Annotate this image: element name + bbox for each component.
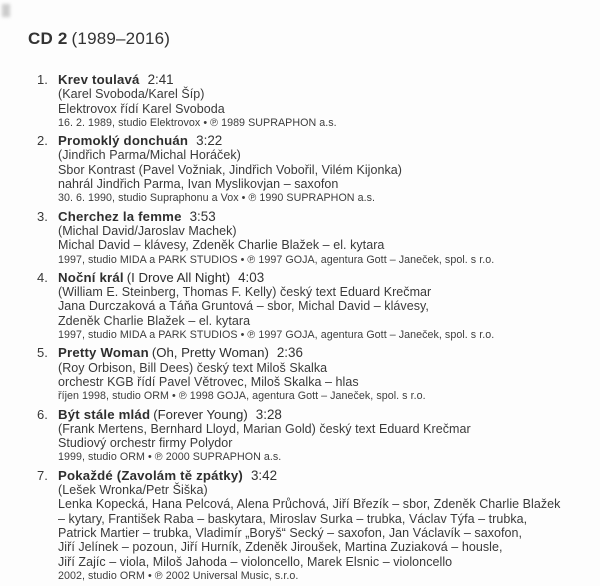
track-duration: 2:41 bbox=[147, 72, 174, 87]
track-recording-info: 30. 6. 1990, studio Supraphonu a Vox • ℗ 1990 SUPRAPHON a.s. bbox=[58, 192, 376, 205]
cd-label: CD 2 bbox=[28, 29, 68, 48]
track-number: 6. bbox=[37, 406, 48, 422]
track-item-3 bbox=[28, 210, 594, 267]
track-number: 3. bbox=[37, 208, 48, 224]
track-title: Pretty Woman bbox=[58, 345, 149, 361]
track-item-4 bbox=[28, 271, 594, 342]
track-recording-info: 16. 2. 1989, studio Elektrovox • ℗ 1989 SUPRAPHON a.s. bbox=[58, 116, 337, 129]
track-credit: Zdeněk Charlie Blažek – el. kytara bbox=[58, 313, 251, 328]
track-credit: Jiří Jelínek – pozoun, Jiří Hurník, Zdeněk Jiroušek, Martina Zuziaková – housle, bbox=[58, 540, 503, 555]
track-credit: Jana Durczaková a Táňa Gruntová – sbor, Michal David – klávesy, bbox=[58, 299, 429, 314]
track-number: 5. bbox=[37, 345, 48, 361]
track-title-line bbox=[58, 210, 594, 224]
track-credit: (Frank Mertens, Bernhard Lloyd, Marian Gold) český text Eduard Krečmar bbox=[58, 421, 471, 436]
track-recording-info: říjen 1998, studio ORM • ℗ 1998 GOJA, agentura Gott – Janeček, spol. s r.o. bbox=[58, 390, 426, 403]
track-item-1 bbox=[28, 73, 594, 130]
track-number: 4. bbox=[37, 269, 48, 285]
track-duration: 2:36 bbox=[276, 345, 303, 361]
track-credit: Studiový orchestr firmy Polydor bbox=[58, 436, 233, 451]
track-item-6 bbox=[28, 408, 594, 465]
track-credit: (Lešek Wronka/Petr Šiška) bbox=[58, 483, 208, 498]
track-credit: (William E. Steinberg, Thomas F. Kelly) český text Eduard Krečmar bbox=[58, 285, 432, 300]
track-recording-info: 1997, studio MIDA a PARK STUDIOS • ℗ 1997 GOJA, agentura Gott – Janeček, spol. s r.o. bbox=[58, 253, 495, 266]
track-duration: 3:42 bbox=[250, 467, 278, 483]
track-recording-info: 1999, studio ORM • ℗ 2000 SUPRAPHON a.s. bbox=[58, 451, 282, 464]
page-title bbox=[28, 30, 594, 48]
track-title-line bbox=[58, 346, 594, 360]
track-duration: 3:53 bbox=[189, 208, 216, 224]
track-subtitle: (I Drove All Night) bbox=[126, 269, 231, 285]
scan-artifact bbox=[2, 4, 10, 17]
track-credit: nahrál Jindřich Parma, Ivan Myslikovjan – saxofon bbox=[58, 177, 339, 192]
track-credit: Michal David – klávesy, Zdeněk Charlie Blažek – el. kytara bbox=[58, 238, 385, 253]
track-title: Noční král bbox=[58, 269, 124, 285]
track-title-line bbox=[58, 134, 594, 148]
track-duration: 3:28 bbox=[255, 406, 282, 422]
track-subtitle: (Oh, Pretty Woman) bbox=[151, 345, 269, 361]
track-number: 2. bbox=[37, 133, 48, 149]
track-credit: (Jindřich Parma/Michal Horáček) bbox=[58, 148, 241, 163]
track-credit: Sbor Kontrast (Pavel Vožniak, Jindřich Vobořil, Vilém Kijonka) bbox=[58, 162, 403, 177]
track-duration: 3:22 bbox=[196, 133, 223, 149]
track-credit: Jiří Zajíc – viola, Miloš Jahoda – violoncello, Marek Elsnic – violoncello bbox=[58, 554, 453, 569]
track-title: Být stále mlád bbox=[58, 406, 151, 422]
track-credit: (Michal David/Jaroslav Machek) bbox=[58, 223, 237, 238]
track-recording-info: 2002, studio ORM • ℗ 2002 Universal Music, s.r.o. bbox=[58, 569, 299, 582]
track-title: Cherchez la femme bbox=[58, 208, 182, 224]
track-item-2 bbox=[28, 134, 594, 205]
track-recording-info: 1997, studio MIDA a PARK STUDIOS • ℗ 1997 GOJA, agentura Gott – Janeček, spol. s r.o. bbox=[58, 329, 495, 342]
track-credit: (Karel Svoboda/Karel Šíp) bbox=[58, 87, 205, 102]
track-title-line bbox=[58, 271, 594, 285]
track-item-7 bbox=[28, 469, 594, 583]
track-title: Promoklý donchuán bbox=[58, 133, 189, 149]
track-duration: 4:03 bbox=[238, 269, 265, 285]
track-title-line bbox=[58, 469, 594, 483]
track-title-line bbox=[58, 73, 594, 87]
track-item-5 bbox=[28, 346, 594, 403]
track-subtitle: (Forever Young) bbox=[153, 406, 248, 422]
track-number: 7. bbox=[37, 467, 48, 483]
track-credit: Elektrovox řídí Karel Svoboda bbox=[58, 101, 225, 116]
track-title: Krev toulavá bbox=[58, 72, 140, 87]
track-list bbox=[28, 73, 594, 583]
track-title: Pokaždé (Zavolám tě zpátky) bbox=[58, 467, 243, 483]
track-credit: – kytary, František Raba – baskytara, Miroslav Surka – trubka, Václav Týfa – trubka, bbox=[58, 511, 528, 526]
track-credit: orchestr KGB řídí Pavel Větrovec, Miloš Skalka – hlas bbox=[58, 374, 359, 389]
cd-years: (1989–2016) bbox=[71, 29, 171, 48]
track-title-line bbox=[58, 408, 594, 422]
track-credit: Lenka Kopecká, Hana Pelcová, Alena Průchová, Jiří Březík – sbor, Zdeněk Charlie Blažek bbox=[58, 497, 561, 512]
track-credit: Patrick Martier – trubka, Vladimír „Boryš“ Secký – saxofon, Jan Václavík – saxofon, bbox=[58, 525, 523, 540]
track-number: 1. bbox=[37, 72, 48, 87]
track-credit: (Roy Orbison, Bill Dees) český text Miloš Skalka bbox=[58, 360, 328, 375]
